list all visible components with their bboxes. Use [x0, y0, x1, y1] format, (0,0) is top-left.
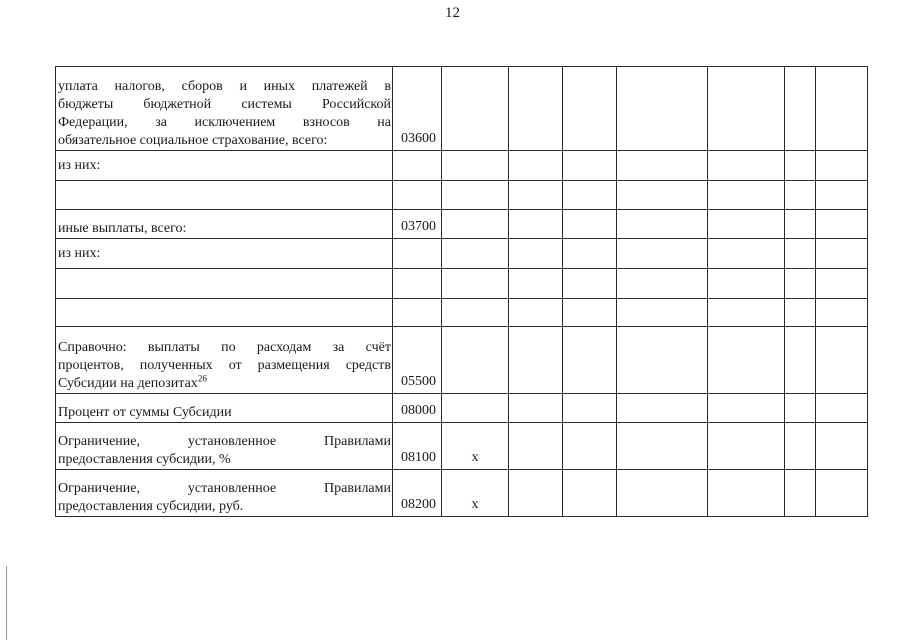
row-label: из них:: [56, 239, 393, 269]
table-row: [56, 67, 868, 151]
data-cell[interactable]: [785, 423, 816, 470]
data-cell[interactable]: [509, 210, 563, 239]
data-cell[interactable]: [816, 299, 868, 327]
data-cell[interactable]: [708, 470, 785, 517]
data-cell[interactable]: [509, 269, 563, 299]
data-cell[interactable]: [617, 210, 708, 239]
data-cell[interactable]: [708, 269, 785, 299]
data-cell[interactable]: [785, 239, 816, 269]
data-cell[interactable]: [442, 269, 509, 299]
data-cell[interactable]: [816, 67, 868, 151]
data-cell[interactable]: [785, 299, 816, 327]
data-cell[interactable]: [708, 210, 785, 239]
table-row: [56, 181, 868, 210]
data-cell[interactable]: [442, 394, 509, 423]
data-cell[interactable]: [816, 181, 868, 210]
row-label: уплата налогов, сборов и иных платежей в бюджеты бюджетной системы Российской Федерации, за исключением взносов на обязательное социальное страхование, всего:: [56, 67, 393, 151]
data-cell[interactable]: [563, 299, 617, 327]
data-cell[interactable]: [563, 181, 617, 210]
table-row: [56, 423, 868, 470]
data-cell[interactable]: [617, 299, 708, 327]
data-cell[interactable]: [509, 239, 563, 269]
scan-margin-line: [6, 566, 7, 640]
data-cell[interactable]: [816, 269, 868, 299]
data-cell[interactable]: [509, 423, 563, 470]
data-cell[interactable]: [442, 327, 509, 394]
data-cell[interactable]: [708, 327, 785, 394]
form-table: [55, 66, 868, 517]
data-cell[interactable]: [708, 394, 785, 423]
data-cell[interactable]: [785, 151, 816, 181]
data-cell[interactable]: [816, 151, 868, 181]
row-code: [393, 269, 442, 299]
data-cell[interactable]: [442, 151, 509, 181]
table-row: [56, 239, 868, 269]
data-cell[interactable]: [563, 151, 617, 181]
data-cell[interactable]: [617, 181, 708, 210]
row-code: [393, 181, 442, 210]
data-cell[interactable]: [816, 394, 868, 423]
data-cell[interactable]: [442, 181, 509, 210]
data-cell[interactable]: [708, 181, 785, 210]
row-label: иные выплаты, всего:: [56, 210, 393, 239]
data-cell[interactable]: [785, 210, 816, 239]
data-cell[interactable]: [816, 470, 868, 517]
row-code: [393, 299, 442, 327]
row-label: [56, 181, 393, 210]
data-cell[interactable]: [617, 67, 708, 151]
data-cell[interactable]: [563, 239, 617, 269]
data-cell[interactable]: [785, 181, 816, 210]
data-cell[interactable]: [617, 151, 708, 181]
data-cell[interactable]: [617, 394, 708, 423]
data-cell[interactable]: [509, 181, 563, 210]
data-cell[interactable]: [708, 151, 785, 181]
row-code: 08100: [393, 423, 442, 470]
row-label: Ограничение, установленное Правилами предоставления субсидии, %: [56, 423, 393, 470]
data-cell[interactable]: [617, 423, 708, 470]
data-cell[interactable]: [563, 327, 617, 394]
row-code: 05500: [393, 327, 442, 394]
data-cell[interactable]: [509, 327, 563, 394]
data-cell[interactable]: [509, 151, 563, 181]
data-cell[interactable]: [563, 269, 617, 299]
data-cell[interactable]: [785, 269, 816, 299]
data-cell[interactable]: [442, 67, 509, 151]
data-cell[interactable]: [563, 423, 617, 470]
data-cell[interactable]: x: [442, 470, 509, 517]
table-row: [56, 269, 868, 299]
table-row: [56, 151, 868, 181]
table-row: [56, 299, 868, 327]
data-cell[interactable]: [563, 470, 617, 517]
row-label: Ограничение, установленное Правилами предоставления субсидии, руб.: [56, 470, 393, 517]
table-row: [56, 210, 868, 239]
row-label: [56, 269, 393, 299]
row-code: [393, 239, 442, 269]
row-code: [393, 151, 442, 181]
data-cell[interactable]: [509, 394, 563, 423]
data-cell[interactable]: [816, 210, 868, 239]
data-cell[interactable]: [617, 269, 708, 299]
data-cell[interactable]: [708, 67, 785, 151]
data-cell[interactable]: [816, 423, 868, 470]
row-code: 08000: [393, 394, 442, 423]
row-code: 08200: [393, 470, 442, 517]
data-cell[interactable]: [442, 299, 509, 327]
table-row: [56, 394, 868, 423]
data-cell[interactable]: [708, 299, 785, 327]
data-cell[interactable]: [563, 394, 617, 423]
footnote-ref[interactable]: 26: [197, 373, 207, 384]
table-row: [56, 470, 868, 517]
data-cell[interactable]: [617, 470, 708, 517]
table-row: [56, 327, 868, 394]
data-cell[interactable]: [785, 67, 816, 151]
data-cell[interactable]: [617, 327, 708, 394]
data-cell[interactable]: [509, 470, 563, 517]
page-number: 12: [445, 5, 460, 21]
row-label: [56, 299, 393, 327]
data-cell[interactable]: [785, 394, 816, 423]
data-cell[interactable]: [785, 327, 816, 394]
row-label: Процент от суммы Субсидии: [56, 394, 393, 423]
data-cell[interactable]: [617, 239, 708, 269]
data-cell[interactable]: [442, 210, 509, 239]
data-cell[interactable]: [442, 239, 509, 269]
data-cell[interactable]: [708, 423, 785, 470]
row-code: 03600: [393, 67, 442, 151]
data-cell[interactable]: [563, 67, 617, 151]
data-cell[interactable]: [816, 239, 868, 269]
data-cell[interactable]: [509, 299, 563, 327]
data-cell[interactable]: [708, 239, 785, 269]
row-label: Справочно: выплаты по расходам за счёт процентов, полученных от размещения средств Субсидии на депозитах$^{26}$: [56, 327, 393, 394]
data-cell[interactable]: [816, 327, 868, 394]
row-label: из них:: [56, 151, 393, 181]
data-cell[interactable]: [563, 210, 617, 239]
data-cell[interactable]: [785, 470, 816, 517]
data-cell[interactable]: [509, 67, 563, 151]
row-code: 03700: [393, 210, 442, 239]
data-cell[interactable]: x: [442, 423, 509, 470]
